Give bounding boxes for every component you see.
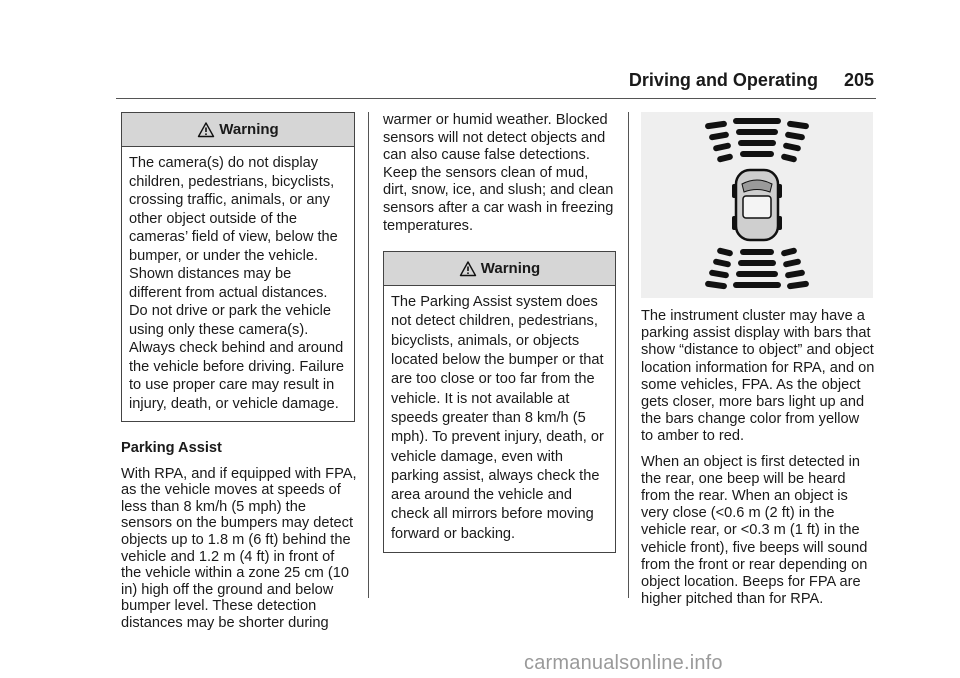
- column-divider-right: [628, 112, 629, 598]
- page-number: 205: [843, 70, 874, 90]
- left-column: [121, 112, 358, 640]
- instrument-cluster-paragraph: The instrument cluster may have a parking assist display with bars that show “distance to object” and object location information for RPA, and on some vehicles, FPA. As the object gets closer, more bars light up and the bars change color from yellow to amber to red.: [641, 308, 875, 445]
- sensor-care-paragraph: warmer or humid weather. Blocked sensors will not detect objects and can also cause false detections. Keep the sensors clean of mud, dirt, snow, ice, and slush; and clean sensors after a car wash in freezing temperatures.: [383, 112, 614, 234]
- middle-column: [383, 112, 616, 553]
- column-divider-left: [368, 112, 369, 598]
- warning-body: The camera(s) do not display children, pedestrians, bicyclists, crossing traffic, animals, or any other object outside of the cameras’ field of view, below the bumper, or under the vehicle. Shown distances may be different from actual distances. Do not drive or park the vehicle using only these camera(s). Always check behind and around the vehicle before driving. Failure to use proper care may result in injury, death, or vehicle damage.: [129, 155, 344, 412]
- warning-triangle-icon: [459, 260, 477, 278]
- section-title: Driving and Operating: [628, 70, 818, 90]
- parking-assist-heading: Parking Assist: [121, 440, 222, 456]
- right-column: [641, 112, 875, 616]
- warning-header: [384, 252, 615, 286]
- warning-title: Warning: [219, 120, 279, 138]
- parking-assist-display-icon: [641, 112, 873, 298]
- warning-triangle-icon: [197, 121, 215, 139]
- warning-header: [122, 113, 354, 147]
- camera-warning-box: [121, 112, 355, 422]
- beep-paragraph: When an object is first detected in the rear, one beep will be heard from the rear. When an object is very close (<0.6 m (2 ft) in the vehicle rear, or <0.3 m (1 ft) in the vehicle front), five beeps will sound from the front or rear depending on object location. Beeps for FPA are higher pitched than for RPA.: [641, 453, 868, 608]
- warning-body: The Parking Assist system does not detect children, pedestrians, bicyclists, animals, or objects located below the bumper or that are too close or too far from the vehicle. It is not available at speeds greater than 8 km/h (5 mph). To prevent injury, death, or vehicle damage, even with parking assist, always check the area around the vehicle and check all mirrors before moving forward or backing.: [391, 294, 604, 542]
- header-divider: [116, 98, 876, 99]
- page-header: [629, 70, 874, 91]
- parking-assist-warning-box: [383, 251, 616, 553]
- warning-title: Warning: [480, 259, 541, 277]
- parking-assist-paragraph: With RPA, and if equipped with FPA, as the vehicle moves at speeds of less than 8 km/h (5 mph) the sensors on the bumpers may detect objects up to 1.8 m (6 ft) behind the vehicle and 1.2 m (4 ft) in front of the vehicle within a zone 25 cm (10 in) high off the ground and below bumper level. These detection distances may be shorter during: [121, 465, 357, 631]
- watermark: carmanualsonline.info: [524, 652, 723, 674]
